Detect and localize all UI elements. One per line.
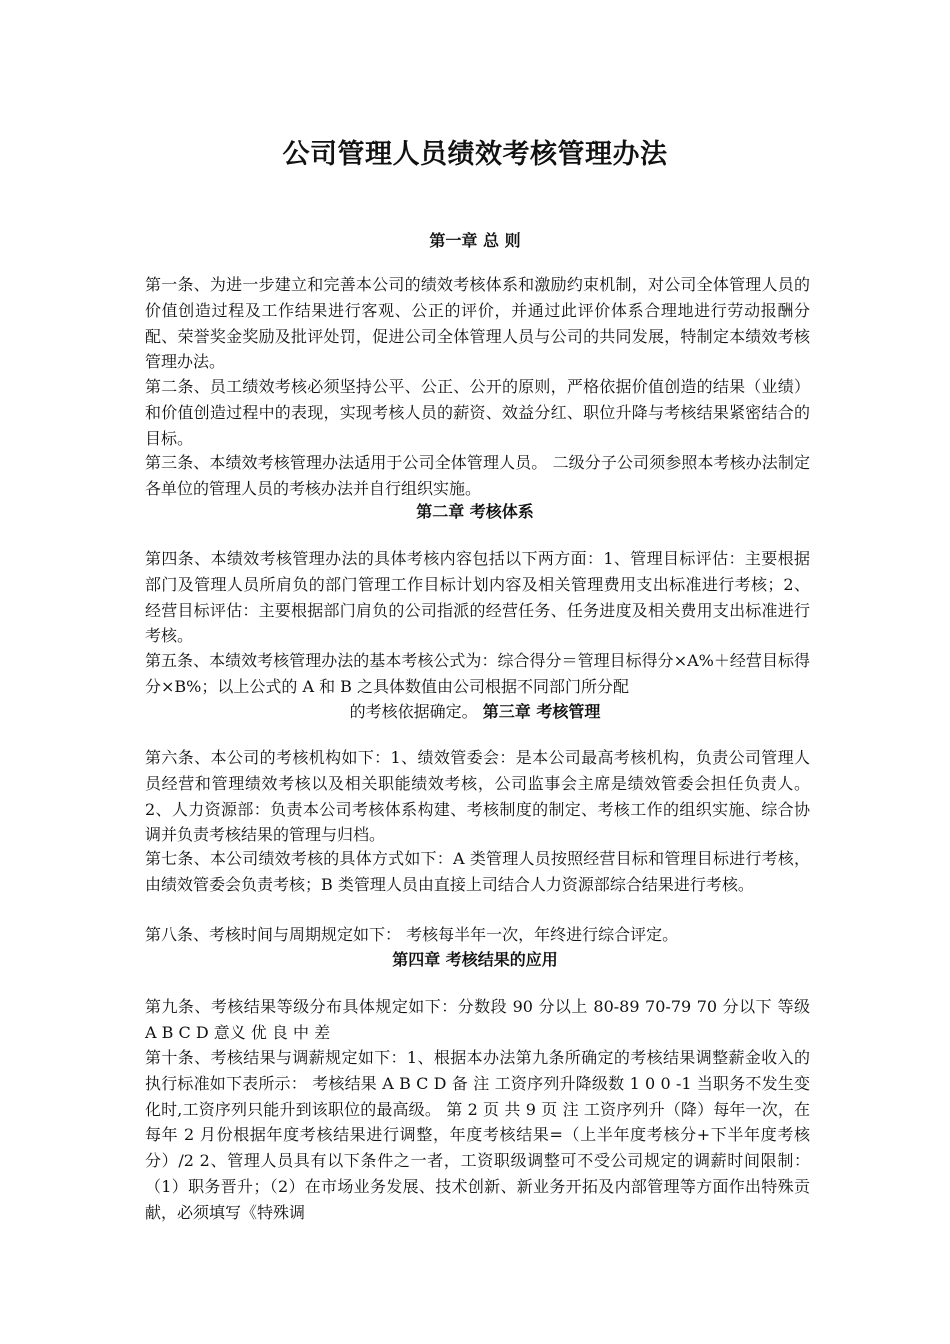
- article-5: 第五条、本绩效考核管理办法的基本考核公式为：综合得分＝管理目标得分×A%＋经营目标得分×B%；以上公式的 A 和 B 之具体数值由公司根据不同部门所分配: [145, 651, 810, 696]
- chapter-2-heading: 第二章 考核体系: [416, 502, 534, 521]
- document-title: 公司管理人员绩效考核管理办法: [282, 139, 668, 170]
- article-7: 第七条、本公司绩效考核的具体方式如下：A 类管理人员按照经营目标和管理目标进行考核，由绩效管委会负责考核；B 类管理人员由直接上司结合人力资源部综合结果进行考核。: [145, 849, 810, 894]
- chapter-3-heading: 第三章 考核管理: [482, 702, 601, 721]
- chapter-1-heading: 第一章 总 则: [429, 231, 521, 250]
- article-10: 第十条、考核结果与调薪规定如下：1、根据本办法第九条所确定的考核结果调整薪金收入的执行标准如下表所示： 考核结果 A B C D 备 注 工资序列升降级数 1 0 0 -1 当职务不发生变化时,工资序列只能升到该职位的最高级。 第 2 页 共 9 页 注 工资序列升（降）每年一次，在每年 2 月份根据年度考核结果进行调整，年度考核结果=（上半年度考核分+下半年度考核分）/2 2、管理人员具有以下条件之一者，工资职级调整可不受公司规定的调薪时间限制：（1）职务晋升；（2）在市场业务发展、技术创新、新业务开拓及内部管理等方面作出特殊贡献，必须填写《特殊调: [145, 1048, 810, 1222]
- article-1: 第一条、为进一步建立和完善本公司的绩效考核体系和激励约束机制，对公司全体管理人员的价值创造过程及工作结果进行客观、公正的评价，并通过此评价体系合理地进行劳动报酬分配、荣誉奖金奖励及批评处罚，促进公司全体管理人员与公司的共同发展，特制定本绩效考核管理办法。: [145, 275, 810, 372]
- article-3: 第三条、本绩效考核管理办法适用于公司全体管理人员。 二级分子公司须参照本考核办法制定各单位的管理人员的考核办法并自行组织实施。: [145, 453, 810, 498]
- article-8: 第八条、考核时间与周期规定如下： 考核每半年一次，年终进行综合评定。: [145, 925, 679, 944]
- article-6: 第六条、本公司的考核机构如下：1、绩效管委会：是本公司最高考核机构，负责公司管理人员经营和管理绩效考核以及相关职能绩效考核，公司监事会主席是绩效管委会担任负责人。2、人力资源部：负责本公司考核体系构建、考核制度的制定、考核工作的组织实施、综合协调并负责考核结果的管理与归档。: [145, 748, 810, 845]
- article-5-tail: [145, 699, 805, 722]
- article-5-end: 的考核依据确定。: [349, 702, 483, 721]
- article-2: 第二条、员工绩效考核必须坚持公平、公正、公开的原则，严格依据价值创造的结果（业绩）和价值创造过程中的表现，实现考核人员的薪资、效益分红、职位升降与考核结果紧密结合的目标。: [145, 377, 810, 448]
- article-4: 第四条、本绩效考核管理办法的具体考核内容包括以下两方面：1、管理目标评估：主要根据部门及管理人员所肩负的部门管理工作目标计划内容及相关管理费用支出标准进行考核；2、经营目标评估：主要根据部门肩负的公司指派的经营任务、任务进度及相关费用支出标准进行考核。: [145, 549, 810, 646]
- article-9: 第九条、考核结果等级分布具体规定如下：分数段 90 分以上 80-89 70-79 70 分以下 等级 A B C D 意义 优 良 中 差: [145, 997, 810, 1042]
- chapter-4-heading: 第四章 考核结果的应用: [392, 950, 558, 969]
